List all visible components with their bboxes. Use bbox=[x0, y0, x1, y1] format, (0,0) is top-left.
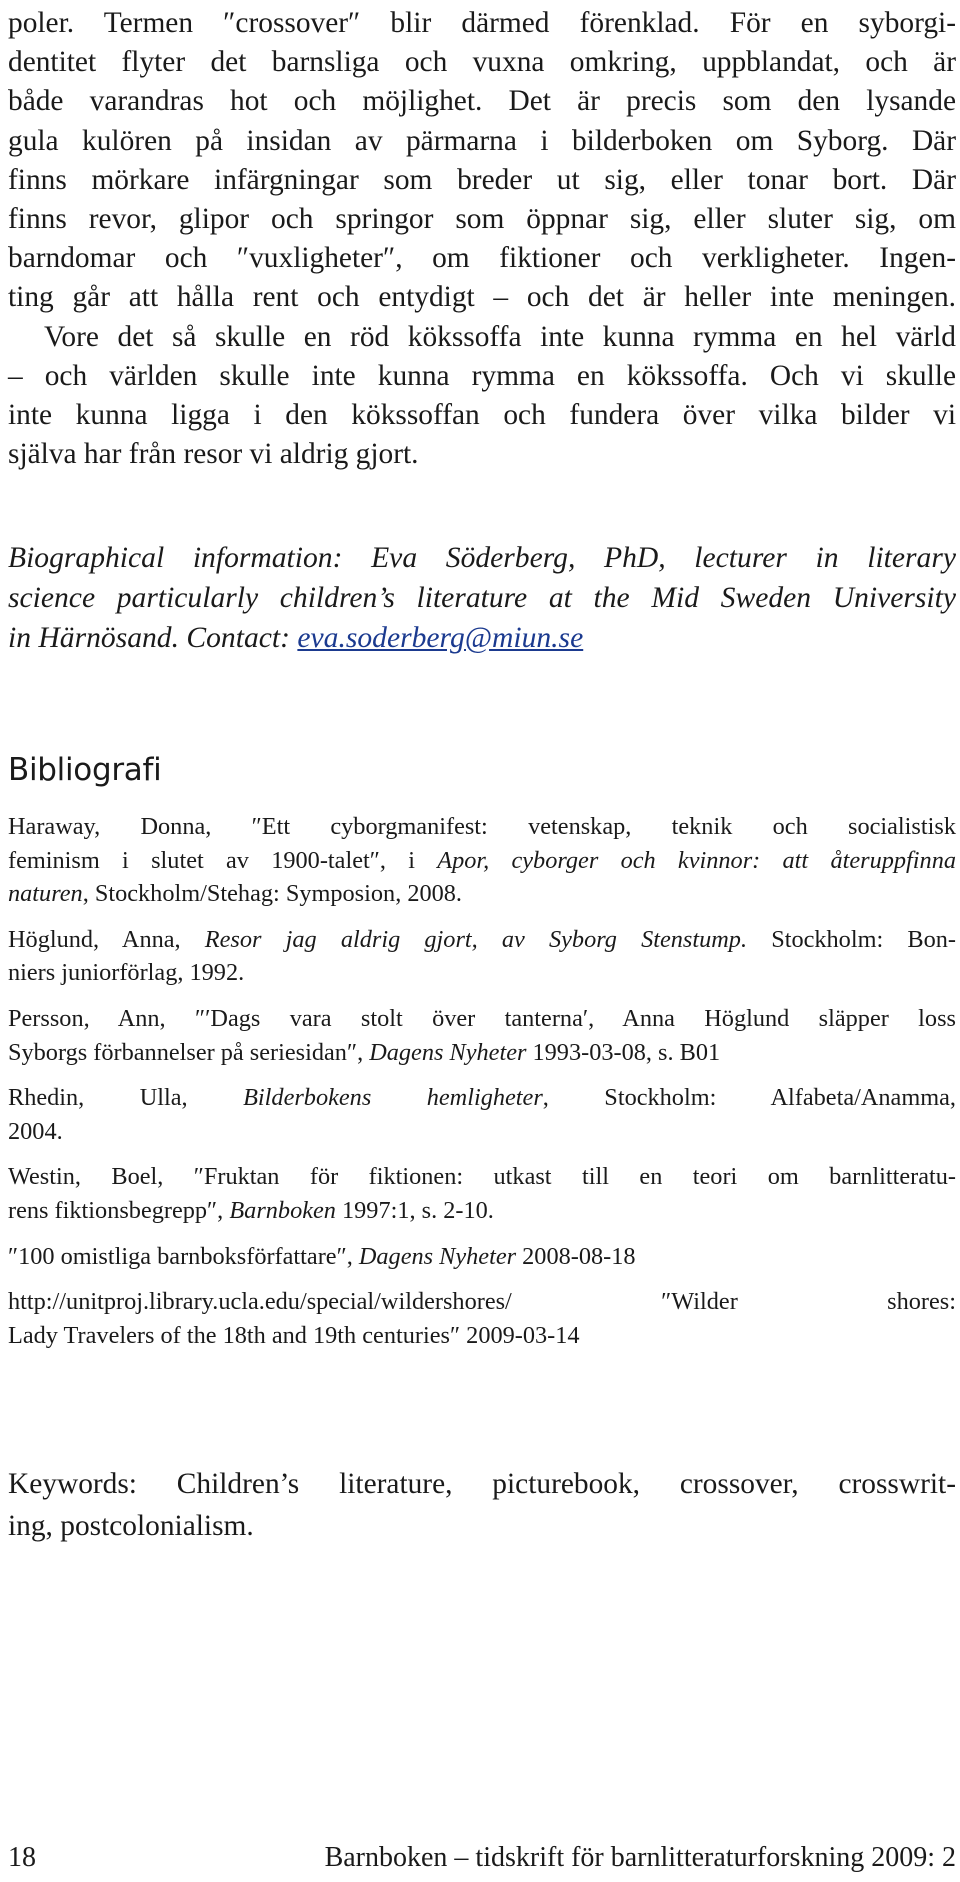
entry-text: 1993-03-08, s. B01 bbox=[526, 1038, 721, 1066]
contact-email-link[interactable]: eva.soderberg@miun.se bbox=[297, 622, 584, 654]
entry-text: , Stockholm/Stehag: Symposion, 2008. bbox=[82, 880, 463, 908]
entry-line: niers juniorförlag, 1992. bbox=[8, 959, 245, 987]
keywords-line: ing, postcolonialism. bbox=[8, 1510, 254, 1542]
text-line: poler. Termen ″crossover″ blir därmed förenklad. För en syborgi- bbox=[8, 7, 956, 39]
text-line: ting går att hålla rent och entydigt – och det är heller inte meningen. bbox=[8, 281, 956, 314]
keywords bbox=[8, 1463, 956, 1547]
bibliography-list bbox=[8, 810, 956, 1352]
page-number: 18 bbox=[8, 1842, 36, 1873]
bibliography-entry bbox=[8, 923, 956, 990]
entry-line: 2004. bbox=[8, 1117, 63, 1145]
text-line: inte kunna ligga i den kökssoffan och fundera över vilka bilder vi bbox=[8, 399, 956, 432]
entry-title: Dagens Nyheter bbox=[358, 1242, 517, 1270]
text-line: dentitet flyter det barnsliga och vuxna omkring, uppblandat, och är bbox=[8, 46, 956, 79]
entry-title: Dagens Nyheter bbox=[369, 1038, 527, 1066]
entry-line: Haraway, Donna, ″Ett cyborgmanifest: vetenskap, teknik och socialistisk bbox=[8, 813, 956, 840]
entry-title: Apor, cyborger och kvinnor: att återuppfinna bbox=[437, 846, 956, 874]
page-footer bbox=[8, 1840, 956, 1876]
bio-line bbox=[8, 618, 956, 658]
entry-text: ″100 omistliga barnboksförfattare″, bbox=[8, 1242, 359, 1270]
text-line: själva har från resor vi aldrig gjort. bbox=[8, 438, 419, 471]
entry-line bbox=[8, 1194, 956, 1228]
bio-line: science particularly children’s literature at the Mid Sweden University bbox=[8, 582, 956, 614]
entry-text: 2008-08-18 bbox=[516, 1242, 636, 1270]
text-line: Vore det så skulle en röd kökssoffa inte kunna rymma en hel värld bbox=[44, 320, 956, 353]
entry-title: Barnboken bbox=[229, 1196, 336, 1224]
entry-text: , Stockholm: Alfabeta/Anamma, bbox=[542, 1084, 956, 1112]
text-line: gula kulören på insidan av pärmarna i bilderboken om Syborg. Där bbox=[8, 124, 956, 157]
entry-line: Westin, Boel, ″Fruktan för fiktionen: utkast till en teori om barnlitteratu- bbox=[8, 1163, 956, 1191]
entry-line: Lady Travelers of the 18th and 19th centuries″ 2009-03-14 bbox=[8, 1321, 580, 1349]
entry-title: naturen bbox=[8, 880, 83, 908]
entry-text: Stockholm: Bon- bbox=[747, 925, 956, 953]
entry-line bbox=[8, 1081, 956, 1115]
entry-line: Persson, Ann, ″′Dags vara stolt över tanterna′, Anna Höglund släpper loss bbox=[8, 1004, 956, 1032]
bibliography-heading: Bibliografi bbox=[8, 752, 162, 788]
bibliography-entry bbox=[8, 1002, 956, 1069]
bibliography-entry bbox=[8, 1240, 956, 1274]
entry-line bbox=[8, 844, 956, 878]
journal-title: Barnboken – tidskrift för barnlitteraturforskning 2009: 2 bbox=[324, 1842, 956, 1873]
entry-text: rens fiktionsbegrepp″, bbox=[8, 1196, 230, 1224]
biographical-information bbox=[8, 538, 956, 658]
text-line: – och världen skulle inte kunna rymma en kökssoffa. Och vi skulle bbox=[8, 359, 956, 392]
bibliography-entry bbox=[8, 1160, 956, 1227]
entry-title: Resor jag aldrig gjort, av Syborg Stenstump. bbox=[204, 925, 748, 953]
body-paragraph bbox=[8, 4, 956, 474]
text-line: barndomar och ″vuxligheter″, om fiktioner och verkligheter. Ingen- bbox=[8, 242, 956, 275]
bibliography-entry bbox=[8, 810, 956, 911]
entry-line bbox=[8, 923, 956, 957]
text-line: finns mörkare infärgningar som breder ut sig, eller tonar bort. Där bbox=[8, 163, 956, 196]
entry-line: http://unitproj.library.ucla.edu/special/wildershores/ ″Wilder shores: bbox=[8, 1288, 956, 1316]
text-line: finns revor, glipor och springor som öppnar sig, eller sluter sig, om bbox=[8, 203, 956, 236]
entry-title: Bilderbokens hemligheter bbox=[243, 1084, 543, 1112]
entry-text: feminism i slutet av 1900-talet″, i bbox=[8, 846, 438, 874]
entry-text: Höglund, Anna, bbox=[8, 925, 205, 953]
bio-line: Biographical information: Eva Söderberg, PhD, lecturer in literary bbox=[8, 542, 956, 574]
entry-line bbox=[8, 1240, 956, 1274]
entry-text: Syborgs förbannelser på seriesidan″, bbox=[8, 1038, 370, 1066]
bibliography-entry bbox=[8, 1081, 956, 1148]
entry-line bbox=[8, 877, 956, 911]
entry-text: 1997:1, s. 2-10. bbox=[335, 1196, 494, 1224]
bio-line-text: in Härnösand. Contact: bbox=[8, 622, 298, 654]
keywords-line: Keywords: Children’s literature, picturebook, crossover, crosswrit- bbox=[8, 1468, 956, 1500]
entry-line bbox=[8, 1036, 956, 1070]
bibliography-entry bbox=[8, 1285, 956, 1352]
entry-text: Rhedin, Ulla, bbox=[8, 1084, 244, 1112]
text-line: både varandras hot och möjlighet. Det är precis som den lysande bbox=[8, 85, 956, 118]
